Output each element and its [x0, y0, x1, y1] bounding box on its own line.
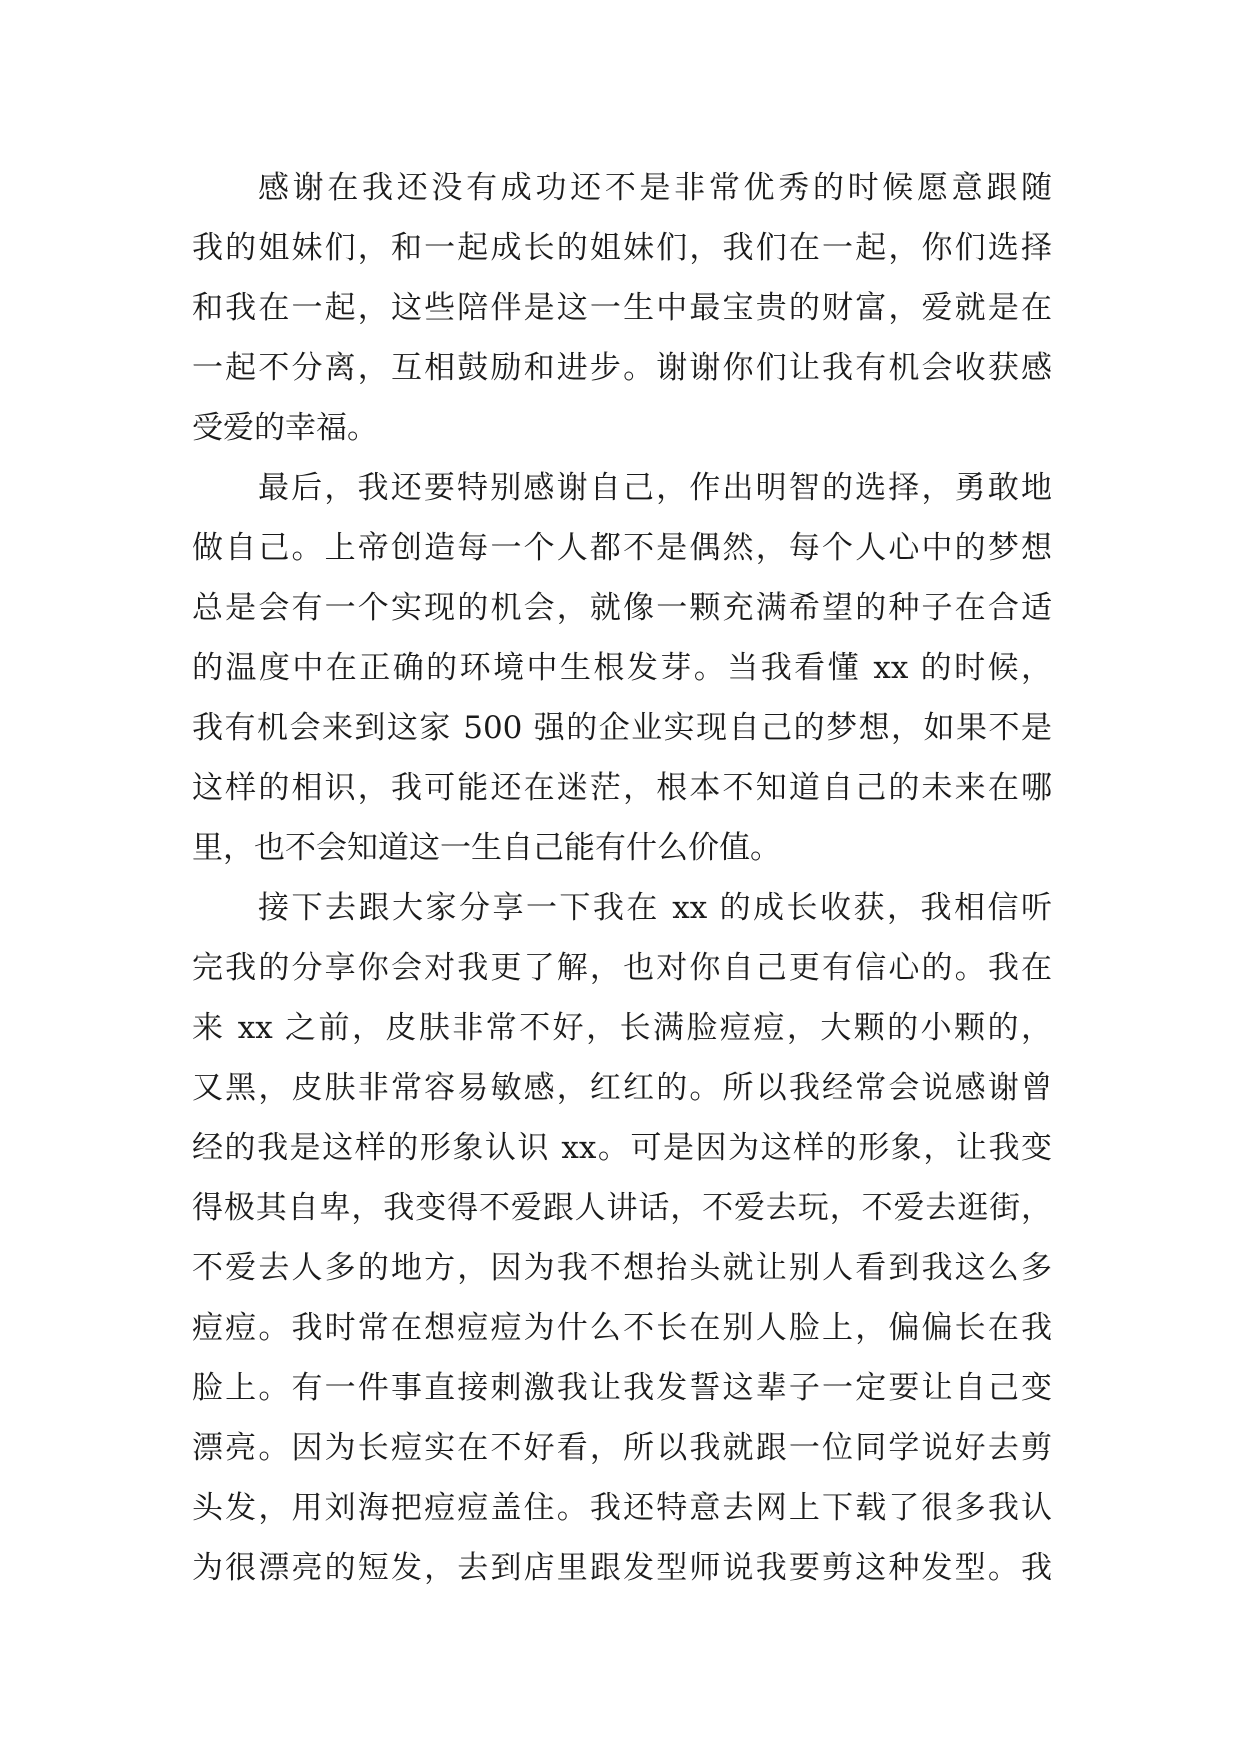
text-line: 痘痘。我时常在想痘痘为什么不长在别人脸上，偏偏长在我: [192, 1310, 1052, 1346]
paragraph-2: [192, 458, 1052, 878]
text-line: 头发，用刘海把痘痘盖住。我还特意去网上下载了很多我认: [192, 1490, 1052, 1526]
body-text: [192, 158, 1052, 1598]
text-line: 脸上。有一件事直接刺激我让我发誓这辈子一定要让自己变: [192, 1370, 1052, 1406]
text-line: 里，也不会知道这一生自己能有什么价值。: [192, 830, 781, 866]
text-line: 受爱的幸福。: [192, 410, 378, 446]
text-line: 的温度中在正确的环境中生根发芽。当我看懂 xx 的时候，: [192, 650, 1052, 686]
text-line: 不爱去人多的地方，因为我不想抬头就让别人看到我这么多: [192, 1250, 1052, 1286]
text-line: 来 xx 之前，皮肤非常不好，长满脸痘痘，大颗的小颗的，: [192, 1010, 1052, 1046]
text-line: 这样的相识，我可能还在迷茫，根本不知道自己的未来在哪: [192, 770, 1052, 806]
text-line: 得极其自卑，我变得不爱跟人讲话，不爱去玩，不爱去逛街，: [192, 1190, 1052, 1226]
text-line: 接下去跟大家分享一下我在 xx 的成长收获，我相信听: [258, 890, 1052, 926]
text-line: 最后，我还要特别感谢自己，作出明智的选择，勇敢地: [258, 470, 1052, 506]
paragraph-1: [192, 158, 1052, 458]
text-line: 感谢在我还没有成功还不是非常优秀的时候愿意跟随: [258, 170, 1052, 206]
text-line: 我有机会来到这家 500 强的企业实现自己的梦想，如果不是: [192, 710, 1052, 746]
text-line: 漂亮。因为长痘实在不好看，所以我就跟一位同学说好去剪: [192, 1430, 1052, 1466]
paragraph-3: [192, 878, 1052, 1598]
text-line: 做自己。上帝创造每一个人都不是偶然，每个人心中的梦想: [192, 530, 1052, 566]
text-line: 总是会有一个实现的机会，就像一颗充满希望的种子在合适: [192, 590, 1052, 626]
text-line: 我的姐妹们，和一起成长的姐妹们，我们在一起，你们选择: [192, 230, 1052, 266]
text-line: 完我的分享你会对我更了解，也对你自己更有信心的。我在: [192, 950, 1052, 986]
text-line: 经的我是这样的形象认识 xx。可是因为这样的形象，让我变: [192, 1130, 1052, 1166]
text-line: 又黑，皮肤非常容易敏感，红红的。所以我经常会说感谢曾: [192, 1070, 1052, 1106]
text-line: 为很漂亮的短发，去到店里跟发型师说我要剪这种发型。我: [192, 1550, 1052, 1586]
text-line: 和我在一起，这些陪伴是这一生中最宝贵的财富，爱就是在: [192, 290, 1052, 326]
text-line: 一起不分离，互相鼓励和进步。谢谢你们让我有机会收获感: [192, 350, 1052, 386]
